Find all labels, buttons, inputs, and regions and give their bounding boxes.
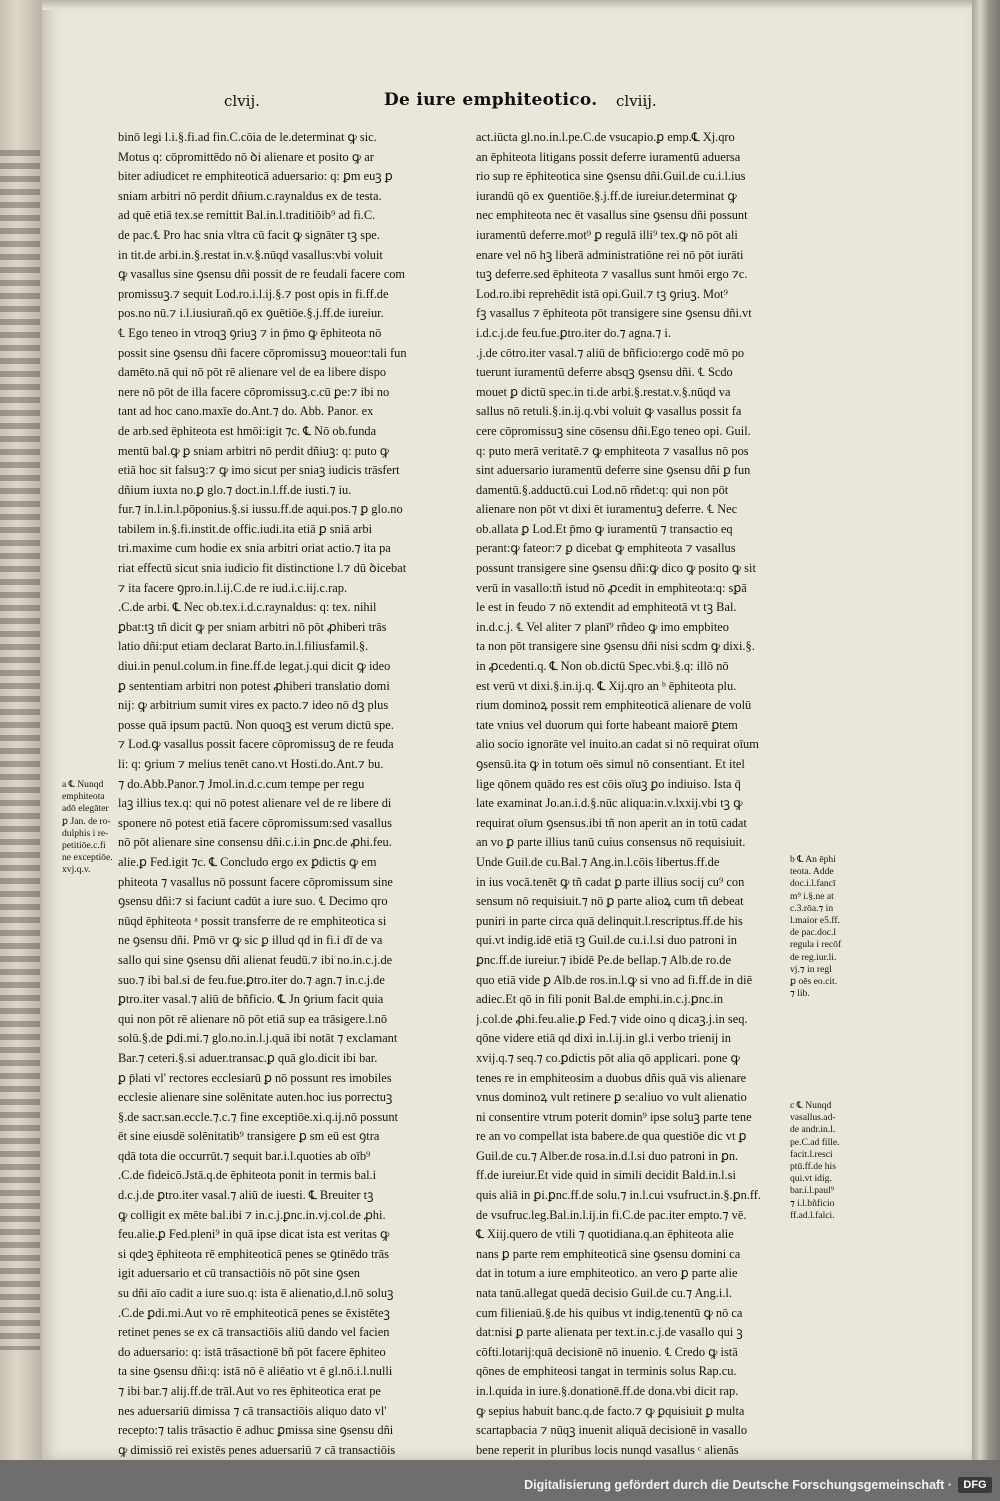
text-line: recepto:⁊ talis trāsactio ē adhuc ꝑmissa sine ꝯsensu dñi <box>118 1423 394 1438</box>
text-line: cōfti.lotarij:quā decisionē nō inuenio. ℄ Credo ꝙ istā <box>476 1344 738 1359</box>
adjacent-page-edge <box>0 0 44 1460</box>
marginal-note-line: de pac.doc.l <box>790 927 837 939</box>
text-line: suo.⁊ ibi bal.si de feu.fue.ꝑtro.iter do.⁊ agn.⁊ in.c.j.de <box>118 972 385 987</box>
marginal-note-line: qui.vt idig. <box>790 1173 832 1185</box>
text-line: si qdeꝫ ēphiteota rē emphiteoticā penes se ꝯtinēdo trās <box>118 1246 389 1261</box>
text-line: ad quē etiā tex.se remittit Bal.in.l.traditiōib⁹ ad fi.C. <box>118 208 376 223</box>
text-line: cum filieniaū.§.de his quibus vt indig.tenentū ꝙ nō ca <box>476 1305 743 1320</box>
marginal-note-line: adō elegāter <box>62 803 109 815</box>
text-line: cere cōpromissuꝫ sine cōsensu dñi.Ego teneo opi. Guil. <box>476 423 751 438</box>
text-line: possunt transigere sine ꝯsensu dñi:ꝙ dico ꝙ posito ꝙ sit <box>476 561 756 576</box>
text-line: bene reperit in pluribus locis nunqd vasallus ᶜ alienās <box>476 1442 739 1457</box>
text-column-left <box>118 128 476 1500</box>
text-line: .C.de fideicō.Jstā.q.de ēphiteota ponit in termis bal.i <box>118 1168 377 1183</box>
text-line: tabilem in.§.fi.instit.de offic.iudi.ita etiā ꝑ sniā arbi <box>118 521 373 536</box>
marginal-note-line: ⁊ i.l.bñficio <box>790 1197 835 1209</box>
document-page <box>42 0 972 1460</box>
text-line: enare vel nō hꝫ liberā administratiōne rei nō pōt iurāti <box>476 247 744 262</box>
text-line: do aduersario: q: istā trāsactionē bñ pōt facere ēphiteo <box>118 1344 386 1359</box>
text-line: sallus nō retuli.§.in.ij.q.vbi voluit ꝙ vasallus possit fa <box>476 404 742 419</box>
text-line: su dñi aīo cadit a iure suo.q: ista ē alienatio,d.l.nō soluꝫ <box>118 1286 394 1301</box>
marginal-note-line: bar.i.l.paul⁹ <box>790 1185 835 1197</box>
marginal-note-line: m⁹ i.§.ne at <box>790 890 834 902</box>
text-line: sponere nō potest etiā facere cōpromissum:sed vasallus <box>118 815 392 830</box>
text-line: quis aliā in ꝑi.ꝑnc.ff.de solu.⁊ in.l.cui vsufruct.in.§.ꝑn.ff. <box>476 1188 761 1203</box>
text-line: nec emphiteota nec ēt vasallus sine ꝯsensu dñi possunt <box>476 208 748 223</box>
marginal-note-line: de andr.in.l. <box>790 1124 836 1136</box>
text-line: de vsufruc.leg.Bal.in.l.ij.in fi.C.de pac.iter empto.⁊ vē. <box>476 1207 747 1222</box>
digitization-credit: Digitalisierung gefördert durch die Deutsche Forschungsgemeinschaft · <box>524 1478 952 1492</box>
marginal-note-line: pe.C.ad fille. <box>790 1136 840 1148</box>
text-line: §.de sacr.san.eccle.⁊.c.⁊ fine exceptiōe.xi.q.ij.nō possunt <box>118 1109 399 1124</box>
text-line: in.d.c.j. ℄ Vel aliter ⁊ planī⁹ rñdeo ꝙ imo empbiteo <box>476 619 729 634</box>
book-fore-edge <box>972 0 1000 1460</box>
text-line: ⁊ Lod.ꝙ vasallus possit facere cōpromissuꝫ de re feuda <box>118 737 394 752</box>
marginal-note-line: dulphis i re- <box>62 827 109 839</box>
text-line: perant:ꝙ fateor:⁊ ꝑ dicebat ꝙ emphiteota ⁊ vasallus <box>476 541 736 556</box>
text-line: sint aduersario iuramentū deferre sine ꝯsensu dñi ꝑ fun <box>476 463 751 478</box>
text-line: vnus dominoꝝ vult retinere ꝑ se:aliuo vo vult alienatio <box>476 1090 747 1105</box>
text-line: etiā hoc sit falsuꝫ:⁊ ꝙ imo sicut per sniaꝫ iudicis trāsfert <box>118 463 400 478</box>
text-line: rio sup re ēphiteotica sine ꝯsensu dñi.Guil.de cu.i.l.ius <box>476 169 746 184</box>
marginal-note-line: l.maior e5.ff. <box>790 915 840 927</box>
text-line: re an vo compellat ista babere.de qua questiōe dic vt ꝑ <box>476 1129 747 1144</box>
text-line: Bar.⁊ ceteri.§.si aduer.transac.ꝑ quā glo.dicit ibi bar. <box>118 1050 378 1065</box>
text-line: qōnes de emphiteosi tangat in terminis solus Rap.cu. <box>476 1364 737 1379</box>
text-line: damēto.nā qui nō pōt rē alienare vel de ea libere dispo <box>118 365 387 380</box>
text-line: tri.maxime cum hodie ex snia arbitri oriat actio.⁊ ita pa <box>118 541 391 556</box>
text-line: ꝑ sententiam arbitri non potest ꝓhiberi translatio domi <box>118 678 390 693</box>
scan-footer-bar <box>0 1460 1000 1501</box>
marginal-note-line: xvj.q.v. <box>62 864 91 876</box>
text-line: qui non pōt rē alienare nō pōt etiā sup ea trāsigere.l.nō <box>118 1011 388 1026</box>
text-line: le est in feudo ⁊ nō extendit ad emphiteotā vt tꝫ Bal. <box>476 600 737 615</box>
text-line: fur.⁊ in.l.in.l.pōponius.§.si iussu.ff.de aqui.pos.⁊ ꝑ glo.no <box>118 502 403 517</box>
text-line: an ēphiteota litigans possit deferre iuramentū aduersa <box>476 149 741 164</box>
text-line: fꝫ vasallus ⁊ ēphiteota pōt transigere sine ꝯsensu dñi.vt <box>476 306 752 321</box>
text-line: iurandū qō ex ꝯuentiōe.§.j.ff.de iureiur.determinat ꝙ <box>476 188 737 203</box>
text-line: ꝯsensu dñi:⁊ si faciunt cadūt a iure suo. ℄ Decimo qro <box>118 894 388 909</box>
text-line: dñium iuxta no.ꝑ glo.⁊ doct.in.l.ff.de iusti.⁊ iu. <box>118 482 352 497</box>
text-line: q: puto merā veritatē.⁊ ꝙ emphiteota ⁊ vasallus nō pos <box>476 443 749 458</box>
text-line: Lod.ro.ibi reprehēdit istā opi.Guil.⁊ tꝫ ꝯriuꝫ. Mot⁹ <box>476 286 728 301</box>
text-line: Guil.de cu.⁊ Alber.de rosa.in.d.l.si duo patroni in ꝑn. <box>476 1148 739 1163</box>
text-line: puniri in parte circa quā delinquit.l.rescriptus.ff.de his <box>476 913 743 928</box>
text-line: dat:nisi ꝑ parte alienata per text.in.c.j.de vasallo qui ꝫ <box>476 1325 743 1340</box>
text-line: in tit.de arbi.in.§.restat in.v.§.nūqd vasallus:vbi voluit <box>118 247 383 262</box>
text-line: ff.de iureiur.Et vide quid in simili decidit Bald.in.l.si <box>476 1168 736 1183</box>
text-line: pos.no nū.⁊ i.l.iusiurañ.qō ex ꝯuētiōe.§.j.ff.de iureiur. <box>118 306 384 321</box>
text-line: ta non pōt transigere sine ꝯsensu dñi nisi scdm ꝙ dixi.§. <box>476 639 755 654</box>
marginal-note-a <box>62 779 128 877</box>
running-title: De iure emphiteotico. <box>384 90 598 110</box>
marginal-note-b <box>790 854 858 1000</box>
text-line: act.iūcta gl.no.in.l.pe.C.de vsucapio.ꝑ emp.℄ Xj.qro <box>476 130 735 144</box>
text-line: rium dominoꝝ possit rem emphiteoticā alienare de volū <box>476 698 752 713</box>
text-line: i.d.c.j.de feu.fue.ꝑtro.iter do.⁊ agna.⁊ i. <box>476 325 671 340</box>
text-line: alie.ꝑ Fed.igit ⁊c. ℄ Concludo ergo ex ꝑdictis ꝙ em <box>118 854 377 869</box>
marginal-note-line: emphiteota <box>62 791 105 803</box>
text-line: nūqd ēphiteota ᵃ possit transferre de re emphiteotica si <box>118 913 387 928</box>
text-column-right <box>476 128 844 1460</box>
dfg-logo: DFG <box>958 1477 992 1493</box>
text-line: mentū bal.ꝙ ꝑ sniam arbitri nō perdit dñiuꝫ: q: puto ꝙ <box>118 443 390 458</box>
text-line: ne ꝯsensu dñi. Pmō vr ꝙ sic ꝑ illud qd in fi.i dī de va <box>118 933 383 948</box>
marginal-note-line: c ℄ Nunqd <box>790 1100 832 1111</box>
text-line: est verū vt dixi.§.in.ij.q. ℄ Xij.qro an ᵇ ēphiteota plu. <box>476 678 737 693</box>
marginal-note-line: regula i recōf <box>790 939 842 951</box>
page-top-shade <box>42 0 972 10</box>
text-line: ⁊ do.Abb.Panor.⁊ Jmol.in.d.c.cum tempe per regu <box>118 776 365 791</box>
text-line: qdā tota die occurrūt.⁊ sequit bar.i.l.quoties ab oīb⁹ <box>118 1148 371 1163</box>
text-line: xvij.q.⁊ seq.⁊ co.ꝑdictis pōt alia qō applicari. pone ꝙ <box>476 1050 740 1065</box>
text-line: ēt sine eiusdē solēnitatib⁹ transigere ꝑ sm eū est ꝯtra <box>118 1129 380 1144</box>
text-line: j.col.de ꝓhi.feu.alie.ꝑ Fed.⁊ vide oino q dicaꝫ.j.in seq. <box>476 1011 748 1026</box>
text-line: feu.alie.ꝑ Fed.pleni⁹ in quā ipse dicat ista est veritas ꝙ <box>118 1227 390 1242</box>
text-line: .j.de cōtro.iter vasal.⁊ aliū de bñficio:ergo codē mō po <box>476 345 745 360</box>
text-line: ꝙ dimissiō rei existēs penes aduersariū ⁊ cā transactiōis <box>118 1442 396 1457</box>
text-line: d.c.j.de ꝑtro.iter vasal.⁊ aliū de iuesti. ℄ Breuiter tꝫ <box>118 1188 374 1203</box>
text-line: binō legi l.i.§.fi.ad fin.C.cōia de le.determinat ꝙ sic. <box>118 130 377 144</box>
text-line: latio dñi:put etiam declarat Barto.in.l.filiusfamil.§. <box>118 639 369 654</box>
text-line: ꝙ sepius habuit banc.q.de facto.⁊ ꝙ ꝑquisiuit ꝑ multa <box>476 1403 745 1418</box>
text-line: sallo qui sine ꝯsensu dñi alienat feudū.⁊ ibi no.in.c.j.de <box>118 952 393 967</box>
marginal-note-c <box>790 1100 858 1222</box>
text-line: in ꝓcedenti.q. ℄ Non ob.dictū Spec.vbi.§.q: illō nō <box>476 659 729 674</box>
text-line: ta sine ꝯsensu dñi:q: istā nō ē aliēatio vt ē gl.nō.i.l.nulli <box>118 1364 393 1379</box>
text-line: in.l.quida in iure.§.donationē.ff.de dona.vbi dicit rap. <box>476 1384 739 1398</box>
marginal-note-line: a ℄ Nunqd <box>62 779 104 790</box>
text-line: nes aduersariū dimissa ⁊ cā transactiōis aliquo dato vl' <box>118 1403 387 1418</box>
text-line: ꝑnc.ff.de iureiur.⁊ ibidē Pe.de bellap.⁊ Alb.de ro.de <box>476 952 731 967</box>
text-line: phiteota ⁊ vasallus nō possunt facere cōpromissum sine <box>118 874 393 889</box>
page-header <box>42 84 972 114</box>
text-line: riat effectū sicut snia iudicio fit distinctione l.⁊ dū ꝺicebat <box>118 561 407 576</box>
text-line: late examinat Jo.an.i.d.§.nūc aliqua:in.v.lxxij.vbi tꝫ ꝙ <box>476 796 743 811</box>
text-line: nere nō pōt de illa facere cōpromissuꝫ.c.cū ꝑe:⁊ ibi no <box>118 384 390 399</box>
text-line: ꝑ p̄lati vl' rectores ecclesiarū ꝑ nō possunt res imobiles <box>118 1070 392 1085</box>
text-line: ⁊ ibi bar.⁊ alij.ff.de trāl.Aut vo res ēphiteotica erat pe <box>118 1384 381 1398</box>
text-line: ecclesie alienare sine solēnitate auten.hoc ius porrectuꝫ <box>118 1090 393 1105</box>
text-line: ℄ Xiij.quero de vtili ⁊ quotidiana.q.an ēphiteota alie <box>476 1227 734 1242</box>
text-line: lige qōnem quādo res est cōis oīuꝫ ꝑo indiuiso. Ista q̄ <box>476 776 741 791</box>
text-line: de arb.sed ēphiteota est hmōi:igit ⁊c. ℄ Nō ob.funda <box>118 423 377 438</box>
text-line: tant ad hoc cano.maxīe do.Ant.⁊ do. Abb. Panor. ex <box>118 404 374 419</box>
text-line: igit aduersario et cū transactiōis nō pōt sine ꝯsen <box>118 1266 360 1281</box>
text-line: adiec.Et qō in fili ponit Bal.de emphi.in.c.j.ꝑnc.in <box>476 992 724 1007</box>
text-line: scartapbacia ⁊ nūqꝫ inuenit aliquā decisionē in vasallo <box>476 1423 748 1438</box>
text-line: requirat oīum ꝯsensus.ibi tñ non aperit an in totū cadat <box>476 815 747 830</box>
marginal-note-line: de reg.iur.li. <box>790 951 837 963</box>
marginal-note-line: ne exceptiōe. <box>62 852 113 864</box>
text-line: li: q: ꝯrium ⁊ melius tenēt cano.vt Hosti.do.Ant.⁊ bu. <box>118 757 384 771</box>
marginal-note-line: ꝑ Jan. de ro- <box>62 815 111 827</box>
text-line: nans ꝑ parte rem emphiteoticā sine ꝯsensu domini ca <box>476 1246 741 1261</box>
text-line: laꝫ illius tex.q: qui nō potest alienare vel de re libere di <box>118 796 392 811</box>
folio-right: clviij. <box>616 92 657 110</box>
text-line: ꝯsensū.ita ꝙ in totum oēs simul nō consentiant. Et itel <box>476 757 745 771</box>
text-line: nō pōt alienare sine consensu dñi.c.i.in ꝑnc.de ꝓhi.feu. <box>118 835 392 850</box>
text-line: retinet penes se ex cā transactiōis aliū dando vel facien <box>118 1325 390 1340</box>
marginal-note-line: vasallus.ad- <box>790 1112 836 1124</box>
text-line: alienare non pōt vt dixi ēt iuramentuꝫ deferre. ℄ Nec <box>476 502 738 517</box>
text-line: tuꝫ deferre.sed ēphiteota ⁊ vasallus sunt hmōi ergo ⁊c. <box>476 267 748 282</box>
text-line: an vo ꝑ parte illius tanū cuius consensus nō requisiuit. <box>476 835 746 850</box>
text-line: promissuꝫ.⁊ sequit Lod.ro.i.l.ij.§.⁊ post opis in fi.ff.de <box>118 286 389 301</box>
marginal-note-line: ff.ad.l.falci. <box>790 1209 835 1221</box>
text-line: nata tanū.allegat quedā decisio Guil.de cu.⁊ Ang.i.l. <box>476 1286 732 1301</box>
adjacent-page-text-ghost <box>0 150 40 1350</box>
marginal-note-line: vj.⁊ in regl <box>790 963 832 975</box>
text-line: qui.vt indig.idē etiā tꝫ Guil.de cu.i.l.si duo patroni in <box>476 933 737 948</box>
text-line: sensum nō requisiuit.⁊ nō ꝑ parte alioꝝ cum tñ debeat <box>476 894 744 909</box>
text-line: ꝑbat:tꝫ tñ dicit ꝙ per sniam arbitri nō pōt ꝓhiberi trās <box>118 619 387 634</box>
marginal-note-line: doc.i.l.fancī <box>790 878 836 890</box>
marginal-note-line: ptū.ff.de his <box>790 1161 836 1173</box>
text-line: tenes re in emphiteosim a duobus dñis quā vis alienare <box>476 1070 747 1085</box>
text-line: iuramentū deferre.mot⁹ ꝑ regulā illi⁹ tex.ꝙ nō pōt ali <box>476 227 738 242</box>
text-line: nij: ꝙ arbitrium sumit vires ex pacto.⁊ ideo nō dꝫ plus <box>118 698 389 713</box>
marginal-note-line: ꝑ oēs eo.cit. <box>790 976 838 988</box>
text-line: mouet ꝑ dictū spec.in ti.de arbi.§.restat.v.§.nūqd va <box>476 384 731 399</box>
text-line: posse quā ipsum pactū. Non quoqꝫ est verum dictū spe. <box>118 717 394 732</box>
text-line: possit sine ꝯsensu dñi facere cōpromissuꝫ moueor:tali fun <box>118 345 407 360</box>
text-line: .C.de ꝑdi.mi.Aut vo rē emphiteoticā penes se ēxistēteꝫ <box>118 1305 390 1320</box>
text-line: tuerunt iuramentū deferre absqꝫ ꝯsensu dñi. ℄ Scdo <box>476 365 733 380</box>
text-line: Motus q: cōpromittēdo nō ꝺi alienare et posito ꝙ ar <box>118 149 374 164</box>
text-line: ꝙ vasallus sine ꝯsensu dñi possit de re feudali facere com <box>118 267 406 282</box>
marginal-note-line: b ℄ An ēphi <box>790 854 836 865</box>
text-line: ni consentire vtrum poterit domin⁹ ipse soluꝫ parte tene <box>476 1109 752 1124</box>
text-line: tate vnius vel duorum qui forte habeant maiorē ꝑtem <box>476 717 738 732</box>
text-line: qōne videre etiā qd dixi in.l.ij.in gl.i verbo trienij in <box>476 1031 731 1046</box>
text-line: ob.allata ꝑ Lod.Et p̄mo ꝙ iuramentū ⁊ transactio eq <box>476 521 733 536</box>
text-line: quo etiā vide ꝑ Alb.de ros.in.l.ꝙ si vno ad fi.ff.de in diē <box>476 972 753 987</box>
text-line: ꝙ colligit ex mēte bal.ibi ⁊ in.c.j.ꝑnc.in.vj.col.de ꝓhi. <box>118 1207 386 1222</box>
marginal-note-line: ⁊ lib. <box>790 988 810 1000</box>
marginal-note-line: facit.l.resci <box>790 1148 833 1160</box>
text-line: biter adiudicet re emphiteoticā aduersario: q: ꝑm euꝫ ꝑ <box>118 169 393 184</box>
marginal-note-line: teota. Adde <box>790 866 834 878</box>
text-line: ꝑtro.iter vasal.⁊ aliū de bñficio. ℄ Jn ꝯrium facit quia <box>118 992 384 1007</box>
text-line: verū in vasallo:tñ istud nō ꝓcedit in emphiteota:q: sꝑā <box>476 580 747 595</box>
text-line: dat in totum a iure emphiteotico. an vero ꝑ parte alie <box>476 1266 738 1281</box>
text-line: alio socio ignorāte vel inuito.an cadat si nō requirat oīum <box>476 737 759 752</box>
text-line: ⁊ ita facere ꝯpro.in.l.ij.C.de re iud.i.c.iij.c.rap. <box>118 580 348 595</box>
text-line: de pac.℄ Pro hac snia vltra cū facit ꝙ signāter tꝫ spe. <box>118 227 380 242</box>
text-line: diui.in penul.colum.in fine.ff.de legat.j.qui dicit ꝙ ideo <box>118 659 391 674</box>
folio-left: clvij. <box>224 92 260 110</box>
marginal-note-line: c.3.rōa.⁊ in <box>790 902 834 914</box>
text-line: .C.de arbi. ℄ Nec ob.tex.i.d.c.raynaldus: q: tex. nihil <box>118 600 377 615</box>
text-line: solū.§.de ꝑdi.mi.⁊ glo.no.in.l.j.quā ibi notāt ⁊ exclamant <box>118 1031 398 1046</box>
text-line: ℄ Ego teneo in vtroqꝫ ꝯriuꝫ ⁊ in p̄mo ꝙ ēphiteota nō <box>118 325 382 340</box>
text-line: damentū.§.adductū.cui Lod.nō rñdet:q: qui non pōt <box>476 482 729 497</box>
marginal-note-line: petitiōe.c.fi <box>62 840 106 852</box>
text-line: in ius vocā.tenēt ꝙ tñ cadat ꝑ parte illius socij cu⁹ con <box>476 874 745 889</box>
text-line: Unde Guil.de cu.Bal.⁊ Ang.in.l.cōis libertus.ff.de <box>476 854 720 869</box>
text-line: sniam arbitri nō perdit dñium.c.raynaldus ex de testa. <box>118 188 382 203</box>
